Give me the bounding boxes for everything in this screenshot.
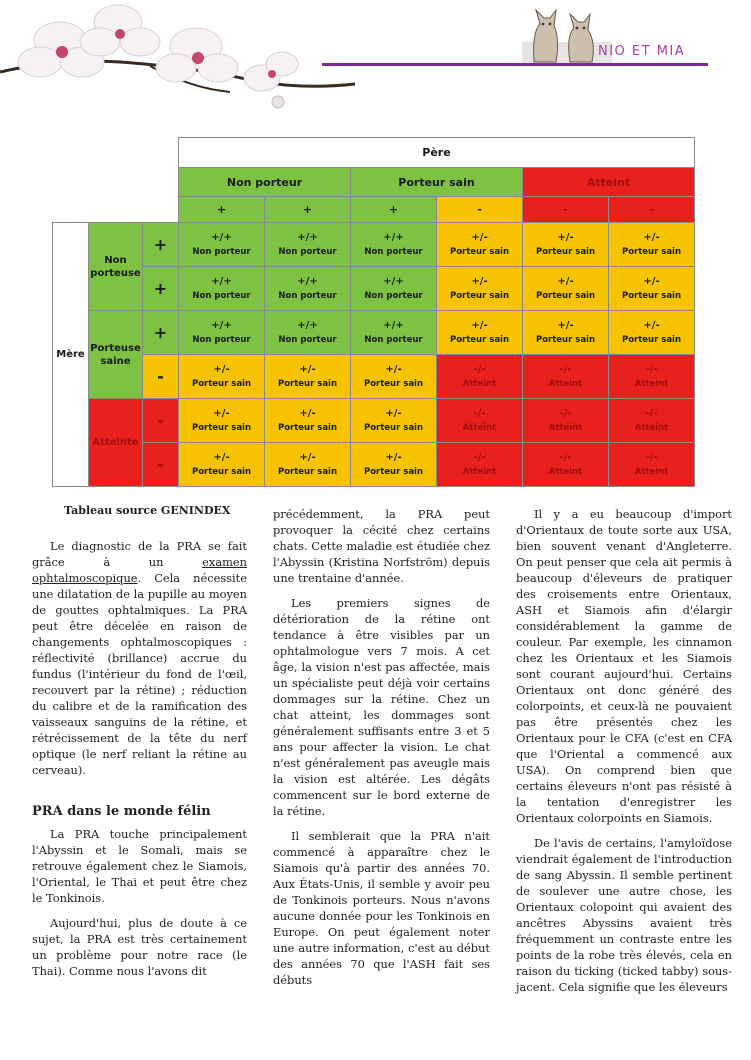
table-cell: -/- Atteint [437,355,523,399]
mother-group-non-porteuse: Non porteuse [89,223,143,311]
table-cell: +/- Porteur sain [265,355,351,399]
mother-sign: - [143,355,179,399]
link-examen-ophtalmoscopique[interactable]: examen ophtalmoscopique [32,555,247,585]
mother-sign: + [143,223,179,267]
table-cell: +/+ Non porteur [179,267,265,311]
table-cell: +/- Porteur sain [265,443,351,487]
table-cell: +/- Porteur sain [351,443,437,487]
table-cell: +/- Porteur sain [351,355,437,399]
brand-text: NIO ET MIA [598,44,686,59]
mother-sign: - [143,443,179,487]
father-sign: - [609,197,695,223]
table-cell: +/- Porteur sain [437,311,523,355]
paragraph: La PRA touche principalement l'Abyssin et le Somali, mais se retrouve également chez le Siamois, l'Oriental, le Thai et peut être chez le Tonkinois. [32,827,247,905]
mother-group-atteinte: Atteinte [89,399,143,487]
text-column-2 [273,506,490,997]
table-cell: +/- Porteur sain [179,355,265,399]
table-cell: -/- Atteint [437,443,523,487]
mother-sign: + [143,267,179,311]
table-cell: +/+ Non porteur [265,223,351,267]
header-rule [322,63,708,66]
section-heading: PRA dans le monde félin [32,804,211,819]
table-cell: -/- Atteint [523,355,609,399]
table-cell: -/- Atteint [523,443,609,487]
orchid-illustration [0,0,370,118]
table-cell: +/- Porteur sain [523,267,609,311]
pere-header: Père [179,138,695,168]
table-cell: +/- Porteur sain [437,267,523,311]
table-cell: -/- Atteint [437,399,523,443]
page-header [0,0,751,120]
table-cell: +/- Porteur sain [179,443,265,487]
table-cell: +/- Porteur sain [523,311,609,355]
father-sign: - [437,197,523,223]
table-cell: +/+ Non porteur [179,223,265,267]
paragraph: Le diagnostic de la PRA se fait grâce à un examen ophtalmoscopique. Cela nécessite une dilatation de la pupille au moyen de gouttes ophtalmiques. La PRA peut être décelée en raison de changements ophtalmoscopiques : réflectivité (brillance) accrue du fundus (l'intérieur du fond de l'œil, recouvert par la rétine) ; réduction du calibre et de la ramification des vaisseaux sanguins de la rétine, et rétrécissement de la tête du nerf optique (le nerf reliant la rétine au cerveau). [32,539,247,777]
father-sign: - [523,197,609,223]
table-cell: +/+ Non porteur [179,311,265,355]
table-cell: +/+ Non porteur [351,223,437,267]
genetics-table [52,137,695,487]
mother-group-porteuse-saine: Porteuse saine [89,311,143,399]
table-cell: +/- Porteur sain [609,223,695,267]
father-group-atteint: Atteint [523,168,695,197]
table-cell: -/- Atteint [609,355,695,399]
father-sign: + [265,197,351,223]
paragraph: Les premiers signes de détérioration de la rétine ont tendance à être visibles par un ophtalmologue vers 7 mois. A cet âge, la vision n'est pas affectée, mais un spécialiste peut déjà voir certains dommages sur la rétine. Chez un chat atteint, les dommages sont généralement suffisants entre 3 et 5 ans pour affecter la vision. Le chat n'est généralement pas aveugle mais la vision est altérée. Les dégâts commencent sur le bord externe de la rétine. [273,596,490,818]
paragraph: Il semblerait que la PRA n'ait commencé à apparaître chez le Siamois qu'à partir des années 70. Aux États-Unis, il semble y avoir peu de Tonkinois porteurs. Nous n'avons aucune donnée pour les Tonkinois en Europe. On peut également noter une autre information, c'est au début des années 70 que l'ASH fait ses débuts [273,829,490,987]
table-cell: -/- Atteint [609,443,695,487]
table-cell: +/- Porteur sain [179,399,265,443]
paragraph: Aujourd'hui, plus de doute à ce sujet, la PRA est très certainement un problème pour notre race (le Thai). Comme nous l'avons dit [32,916,247,978]
text-column-3 [516,506,732,1004]
father-group-porteur-sain: Porteur sain [351,168,523,197]
table-cell: +/- Porteur sain [437,223,523,267]
father-sign: + [351,197,437,223]
father-group-non-porteur: Non porteur [179,168,351,197]
table-cell: +/- Porteur sain [265,399,351,443]
table-cell: +/- Porteur sain [609,267,695,311]
table-cell: +/- Porteur sain [351,399,437,443]
table-cell: +/- Porteur sain [609,311,695,355]
table-cell: +/+ Non porteur [351,267,437,311]
mere-header: Mère [53,223,89,487]
mother-sign: + [143,311,179,355]
table-caption: Tableau source GENINDEX [64,504,231,517]
paragraph: De l'avis de certains, l'amyloïdose viendrait également de l'introduction de sang Abyssin. Il semble pertinent de soulever une autre chose, les Orientaux colopoint qui avaient des ancêtres Abyssins avaient très fréquemment un contraste entre les points de la robe très élevés, cela en raison du ticking (ticked tabby) sous-jacent. Cela signifie que les éleveurs [516,836,732,994]
paragraph: Il y a eu beaucoup d'import d'Orientaux de toute sorte aux USA, bien souvent venant d'Angleterre. On peut penser que cela ait permis à beaucoup d'éleveurs de pratiquer des croisements entre Orientaux, ASH et Siamois afin d'élargir considérablement la gamme de couleur. Par exemple, les cinnamon chez les Orientaux et les Siamois sont courant aujourd'hui. Certains Orientaux ont donc généré des colorpoints, et ceux-là ne pouvaient pas être présentés chez les Orientaux pour le CFA (c'est en CFA que l'Oriental a commencé aux USA). On comprend bien que certains éleveurs n'ont pas résisté à la tentation d'enregistrer les Orientaux colorpoints en Siamois. [516,507,732,825]
table-cell: -/- Atteint [523,399,609,443]
table-cell: +/- Porteur sain [523,223,609,267]
table-cell: +/+ Non porteur [351,311,437,355]
mother-sign: - [143,399,179,443]
table-cell: +/+ Non porteur [265,267,351,311]
text-column-1 [32,538,247,988]
father-sign: + [179,197,265,223]
table-cell: -/- Atteint [609,399,695,443]
paragraph: précédemment, la PRA peut provoquer la cécité chez certains chats. Cette maladie est étudiée chez l'Abyssin (Kristina Norfström) depuis une trentaine d'année. [273,507,490,585]
table-cell: +/+ Non porteur [265,311,351,355]
